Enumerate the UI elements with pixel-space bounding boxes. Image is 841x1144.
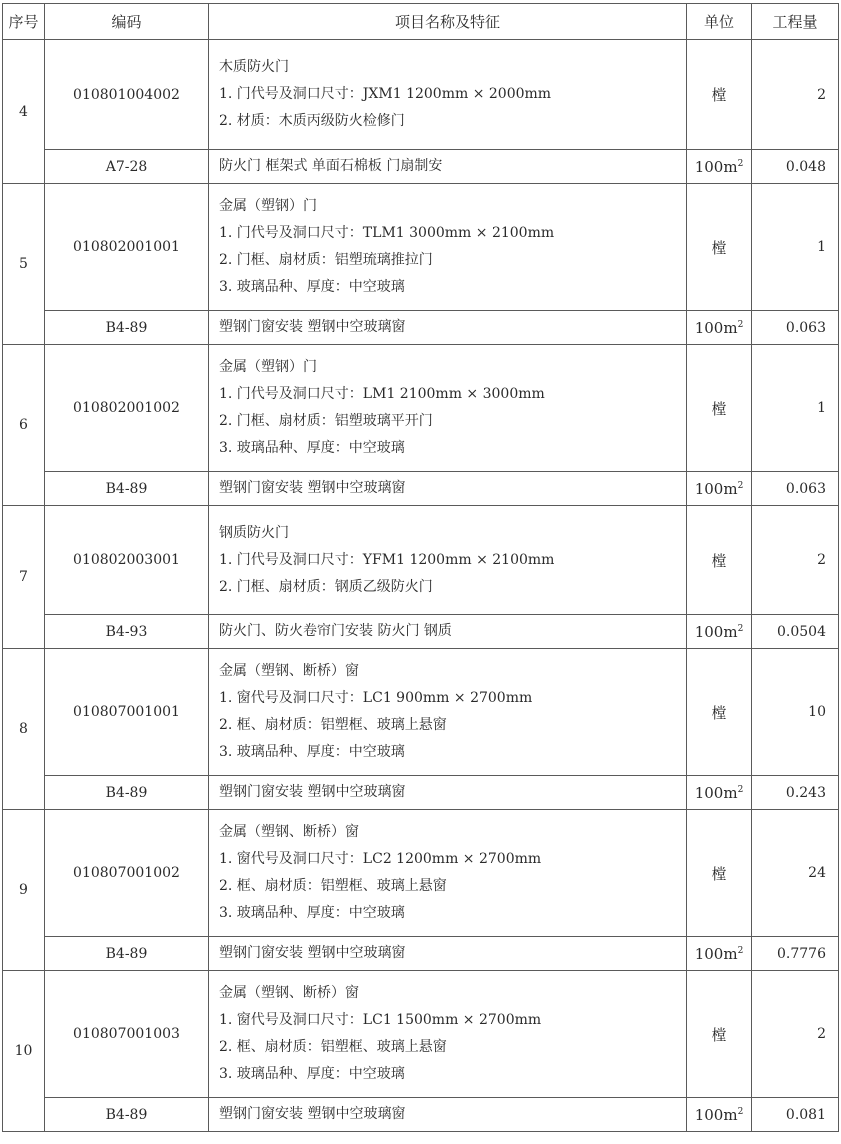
row-desc — [209, 971, 687, 1098]
desc-line: 金属（塑钢、断桥）窗 — [219, 985, 359, 1001]
subrow-unit — [687, 776, 752, 810]
row-seq: 6 — [3, 345, 45, 506]
row-qty: 1 — [752, 184, 839, 311]
row-desc — [209, 345, 687, 472]
subrow-code: A7-28 — [45, 150, 209, 184]
row-seq: 10 — [3, 971, 45, 1132]
row-desc — [209, 506, 687, 615]
row-qty: 10 — [752, 649, 839, 776]
table-subrow — [3, 615, 839, 649]
subrow-code: B4-89 — [45, 472, 209, 506]
row-qty: 24 — [752, 810, 839, 937]
subrow-qty: 0.081 — [752, 1098, 839, 1132]
row-code: 010807001001 — [45, 649, 209, 776]
subrow-desc: 塑钢门窗安装 塑钢中空玻璃窗 — [209, 472, 687, 506]
subrow-desc: 防火门 框架式 单面石棉板 门扇制安 — [209, 150, 687, 184]
header-code: 编码 — [45, 4, 209, 40]
unit-sup: 2 — [737, 480, 744, 491]
desc-line: 钢质防火门 — [219, 524, 289, 541]
table-row — [3, 506, 839, 615]
subrow-desc: 防火门、防火卷帘门安装 防火门 钢质 — [209, 615, 687, 649]
desc-line: 2. 材质：木质丙级防火检修门 — [219, 113, 405, 129]
desc-line: 2. 门框、扇材质：铝塑琉璃推拉门 — [219, 252, 433, 268]
row-unit: 樘 — [687, 184, 752, 311]
row-code: 010802003001 — [45, 506, 209, 615]
desc-line: 金属（塑钢、断桥）窗 — [219, 824, 359, 840]
row-seq: 4 — [3, 40, 45, 184]
desc-line: 3. 玻璃品种、厚度：中空玻璃 — [219, 744, 405, 760]
row-unit: 樘 — [687, 649, 752, 776]
subrow-qty: 0.7776 — [752, 937, 839, 971]
header-unit: 单位 — [687, 4, 752, 40]
desc-line: 1. 门代号及洞口尺寸：YFM1 1200mm × 2100mm — [219, 551, 555, 568]
row-desc — [209, 810, 687, 937]
header-qty: 工程量 — [752, 4, 839, 40]
desc-line: 木质防火门 — [219, 59, 289, 75]
desc-line: 金属（塑钢、断桥）窗 — [219, 663, 359, 679]
unit-sup: 2 — [737, 158, 744, 169]
header-desc: 项目名称及特征 — [209, 4, 687, 40]
subrow-desc: 塑钢门窗安装 塑钢中空玻璃窗 — [209, 776, 687, 810]
subrow-unit — [687, 311, 752, 345]
row-seq: 8 — [3, 649, 45, 810]
subrow-desc: 塑钢门窗安装 塑钢中空玻璃窗 — [209, 937, 687, 971]
row-unit: 樘 — [687, 971, 752, 1098]
row-seq: 5 — [3, 184, 45, 345]
unit-base: 100m — [694, 944, 738, 963]
desc-line: 1. 窗代号及洞口尺寸：LC1 1500mm × 2700mm — [219, 1012, 542, 1028]
table-row — [3, 345, 839, 472]
unit-sup: 2 — [737, 784, 744, 795]
desc-line: 3. 玻璃品种、厚度：中空玻璃 — [219, 440, 405, 456]
desc-line: 金属（塑钢）门 — [219, 198, 317, 214]
unit-base: 100m — [694, 1105, 738, 1124]
table-row — [3, 40, 839, 150]
table-subrow — [3, 776, 839, 810]
subrow-qty: 0.048 — [752, 150, 839, 184]
desc-line: 2. 框、扇材质：铝塑框、玻璃上悬窗 — [219, 1039, 447, 1055]
subrow-unit — [687, 150, 752, 184]
table-row — [3, 184, 839, 311]
desc-line: 1. 窗代号及洞口尺寸：LC2 1200mm × 2700mm — [219, 851, 542, 867]
quantity-table — [2, 3, 839, 1132]
unit-base: 100m — [694, 318, 738, 337]
unit-sup: 2 — [737, 1106, 744, 1117]
subrow-code: B4-89 — [45, 1098, 209, 1132]
desc-line: 1. 门代号及洞口尺寸：TLM1 3000mm × 2100mm — [219, 225, 555, 241]
subrow-code: B4-89 — [45, 776, 209, 810]
row-code: 010802001002 — [45, 345, 209, 472]
row-qty: 2 — [752, 506, 839, 615]
desc-line: 2. 框、扇材质：铝塑框、玻璃上悬窗 — [219, 878, 447, 894]
subrow-unit — [687, 615, 752, 649]
row-code: 010807001002 — [45, 810, 209, 937]
unit-sup: 2 — [737, 319, 744, 330]
row-qty: 2 — [752, 971, 839, 1098]
unit-sup: 2 — [737, 623, 744, 634]
unit-base: 100m — [694, 479, 738, 498]
subrow-unit — [687, 472, 752, 506]
unit-base: 100m — [694, 783, 738, 802]
subrow-desc: 塑钢门窗安装 塑钢中空玻璃窗 — [209, 1098, 687, 1132]
desc-line: 1. 窗代号及洞口尺寸：LC1 900mm × 2700mm — [219, 690, 533, 706]
row-desc — [209, 649, 687, 776]
row-unit: 樘 — [687, 810, 752, 937]
row-code: 010801004002 — [45, 40, 209, 150]
row-unit: 樘 — [687, 40, 752, 150]
row-qty: 1 — [752, 345, 839, 472]
row-seq: 7 — [3, 506, 45, 649]
desc-line: 2. 门框、扇材质：铝塑玻璃平开门 — [219, 413, 433, 429]
desc-line: 3. 玻璃品种、厚度：中空玻璃 — [219, 279, 405, 295]
unit-base: 100m — [694, 157, 738, 176]
row-code: 010807001003 — [45, 971, 209, 1098]
row-seq: 9 — [3, 810, 45, 971]
subrow-qty: 0.243 — [752, 776, 839, 810]
desc-line: 1. 门代号及洞口尺寸：JXM1 1200mm × 2000mm — [219, 86, 552, 102]
subrow-qty: 0.063 — [752, 472, 839, 506]
table-row — [3, 649, 839, 776]
row-qty: 2 — [752, 40, 839, 150]
unit-sup: 2 — [737, 945, 744, 956]
desc-line: 3. 玻璃品种、厚度：中空玻璃 — [219, 1066, 405, 1082]
header-seq: 序号 — [3, 4, 45, 40]
desc-line: 2. 门框、扇材质：钢质乙级防火门 — [219, 578, 433, 595]
subrow-code: B4-93 — [45, 615, 209, 649]
table-subrow — [3, 1098, 839, 1132]
table-row — [3, 810, 839, 937]
row-code: 010802001001 — [45, 184, 209, 311]
table-subrow — [3, 150, 839, 184]
desc-line: 1. 门代号及洞口尺寸：LM1 2100mm × 3000mm — [219, 386, 545, 402]
subrow-code: B4-89 — [45, 311, 209, 345]
desc-line: 3. 玻璃品种、厚度：中空玻璃 — [219, 905, 405, 921]
row-desc — [209, 184, 687, 311]
header-row — [3, 4, 839, 40]
subrow-qty: 0.0504 — [752, 615, 839, 649]
row-unit: 樘 — [687, 345, 752, 472]
desc-line: 2. 框、扇材质：铝塑框、玻璃上悬窗 — [219, 717, 447, 733]
subrow-desc: 塑钢门窗安装 塑钢中空玻璃窗 — [209, 311, 687, 345]
table-subrow — [3, 472, 839, 506]
table-subrow — [3, 937, 839, 971]
subrow-unit — [687, 1098, 752, 1132]
row-unit: 樘 — [687, 506, 752, 615]
subrow-unit — [687, 937, 752, 971]
subrow-qty: 0.063 — [752, 311, 839, 345]
table-row — [3, 971, 839, 1098]
table-subrow — [3, 311, 839, 345]
unit-base: 100m — [694, 622, 738, 641]
subrow-code: B4-89 — [45, 937, 209, 971]
desc-line: 金属（塑钢）门 — [219, 359, 317, 375]
row-desc — [209, 40, 687, 150]
